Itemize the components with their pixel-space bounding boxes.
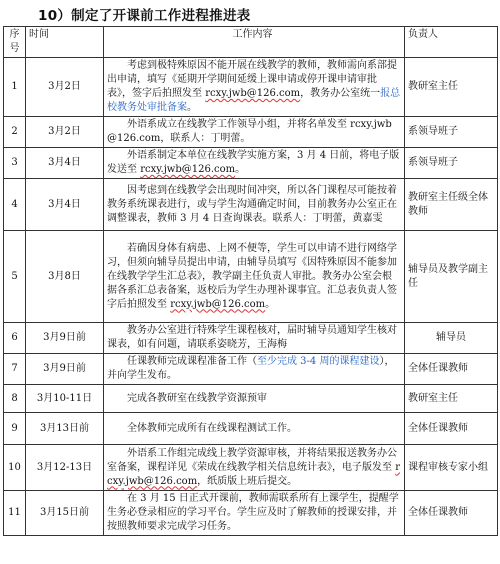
row-time: 3月8日 bbox=[26, 231, 104, 323]
row-time: 3月13日前 bbox=[26, 413, 104, 445]
row-index: 6 bbox=[4, 323, 26, 354]
table-row bbox=[4, 491, 498, 536]
content-text: ，纸质版上班后提交。 bbox=[197, 475, 298, 487]
row-time: 3月2日 bbox=[26, 117, 104, 148]
table-row bbox=[4, 323, 498, 354]
row-time: 3月4日 bbox=[26, 148, 104, 179]
content-text: 在 3 月 15 日正式开课前，教师需联系所有上课学生，提醒学生务必登录相应的学习平台。学生应及时了解教师的授课安排，并按照教师要求完成学习任务。 bbox=[107, 493, 399, 532]
table-row bbox=[4, 354, 498, 385]
content-text: 报总校教务处审批备案 bbox=[107, 88, 401, 113]
content-text: 外语系工作组完成线上教学资源审核，并将结果报送教务办公室备案，课程详见《荣成在线教学相关信息统计表》，电子版发至 bbox=[107, 447, 397, 473]
row-index: 2 bbox=[4, 117, 26, 148]
row-content bbox=[104, 354, 405, 385]
row-content bbox=[104, 179, 405, 231]
row-content bbox=[104, 58, 405, 117]
content-text: 至少完成 3-4 周的课程建设 bbox=[257, 356, 380, 367]
content-text: 外语系成立在线教学工作领导小组，并将名单发至 rcxy.jwb@126.com，联系人：丁明蕾。 bbox=[107, 119, 392, 144]
row-owner: 教研室主任级全体教师 bbox=[405, 179, 498, 231]
header-time: 时间 bbox=[26, 27, 104, 58]
row-content bbox=[104, 323, 405, 354]
content-text: ，教务办公室统一 bbox=[300, 88, 381, 99]
row-content bbox=[104, 491, 405, 536]
row-index: 8 bbox=[4, 385, 26, 413]
row-content bbox=[104, 385, 405, 413]
row-content bbox=[104, 413, 405, 445]
row-content bbox=[104, 231, 405, 323]
content-text: rcxy.jwb@126.com bbox=[107, 461, 400, 487]
content-text: 因考虑到在线教学会出现时间冲突，所以各门课程尽可能按着教务系统课表进行，或与学生沟通确定时间，目前教务办公室正在调整课表，教师 3 月 4 日查询课表。联系人：丁明蕾，黄嘉雯 bbox=[107, 184, 397, 224]
content-text: 教务办公室进行特殊学生课程核对，届时辅导员通知学生核对课表，如有问题，请联系姿晓芳，王海梅 bbox=[107, 325, 397, 350]
header-index: 序号 bbox=[4, 27, 26, 58]
work-progress-table bbox=[3, 26, 498, 536]
row-index: 7 bbox=[4, 354, 26, 385]
row-time: 3月4日 bbox=[26, 179, 104, 231]
content-text: rcxy.jwb@126.com bbox=[140, 164, 236, 175]
content-text: 若确因身体有病患、上网不便等，学生可以申请不进行网络学习，但须向辅导员提出申请，由辅导员填写《因特殊原因不能参加在线教学学生汇总表》，教学副主任负责人审批。教务办公室会根据各系汇总表备案，返校后为学生办理补课事宜。汇总表负责人签字后拍照发至 bbox=[107, 242, 397, 310]
table-row bbox=[4, 385, 498, 413]
content-text: 考虑到极特殊原因不能开展在线教学的教师，教师需向系部提出申请，填写《延期开学期间延缓上课申请或停开课申请审批表》，签字后拍照发至 bbox=[107, 60, 397, 99]
row-index: 11 bbox=[4, 491, 26, 536]
content-text: 。 bbox=[187, 102, 197, 113]
table-row bbox=[4, 179, 498, 231]
row-time: 3月15日前 bbox=[26, 491, 104, 536]
row-index: 4 bbox=[4, 179, 26, 231]
row-owner: 辅导员及教学副主任 bbox=[405, 231, 498, 323]
header-owner: 负责人 bbox=[405, 27, 498, 58]
row-time: 3月9日前 bbox=[26, 323, 104, 354]
section-title: 10）制定了开课前工作进程推进表 bbox=[38, 8, 251, 24]
row-index: 3 bbox=[4, 148, 26, 179]
row-index: 5 bbox=[4, 231, 26, 323]
row-time: 3月2日 bbox=[26, 58, 104, 117]
row-owner: 全体任课教师 bbox=[405, 413, 498, 445]
content-text: 完成各教研室在线教学资源预审 bbox=[127, 392, 267, 404]
row-content bbox=[104, 445, 405, 491]
table-row bbox=[4, 58, 498, 117]
content-text: rcxy.jwb@126.com bbox=[205, 88, 301, 99]
content-text: 。 bbox=[265, 298, 276, 310]
row-owner: 课程审核专家小组 bbox=[405, 445, 498, 491]
row-owner: 教研室主任 bbox=[405, 58, 498, 117]
header-content: 工作内容 bbox=[104, 27, 405, 58]
table-row bbox=[4, 231, 498, 323]
row-content bbox=[104, 117, 405, 148]
content-text: 任课教师完成课程准备工作（ bbox=[127, 356, 257, 367]
row-owner: 全体任课教师 bbox=[405, 354, 498, 385]
row-index: 10 bbox=[4, 445, 26, 491]
table-row bbox=[4, 117, 498, 148]
row-owner: 系领导班子 bbox=[405, 117, 498, 148]
table-row bbox=[4, 148, 498, 179]
table-body bbox=[4, 58, 498, 536]
table-header-row bbox=[4, 27, 498, 58]
content-text: 全体教师完成所有在线课程测试工作。 bbox=[127, 422, 297, 434]
table-row bbox=[4, 445, 498, 491]
row-content bbox=[104, 148, 405, 179]
row-index: 9 bbox=[4, 413, 26, 445]
row-owner: 系领导班子 bbox=[405, 148, 498, 179]
table-row bbox=[4, 413, 498, 445]
content-text: ），并向学生发布。 bbox=[107, 356, 395, 381]
content-text: 。 bbox=[235, 164, 246, 175]
row-time: 3月12-13日 bbox=[26, 445, 104, 491]
content-text: rcxy.jwb@126.com bbox=[170, 298, 266, 310]
row-time: 3月10-11日 bbox=[26, 385, 104, 413]
row-index: 1 bbox=[4, 58, 26, 117]
row-owner: 辅导员 bbox=[405, 323, 498, 354]
row-time: 3月9日前 bbox=[26, 354, 104, 385]
row-owner: 全体任课教师 bbox=[405, 491, 498, 536]
content-text: 外语系制定本单位在线教学实施方案，3 月 4 日前，将电子版发送至 bbox=[107, 150, 400, 175]
row-owner: 教研室主任 bbox=[405, 385, 498, 413]
